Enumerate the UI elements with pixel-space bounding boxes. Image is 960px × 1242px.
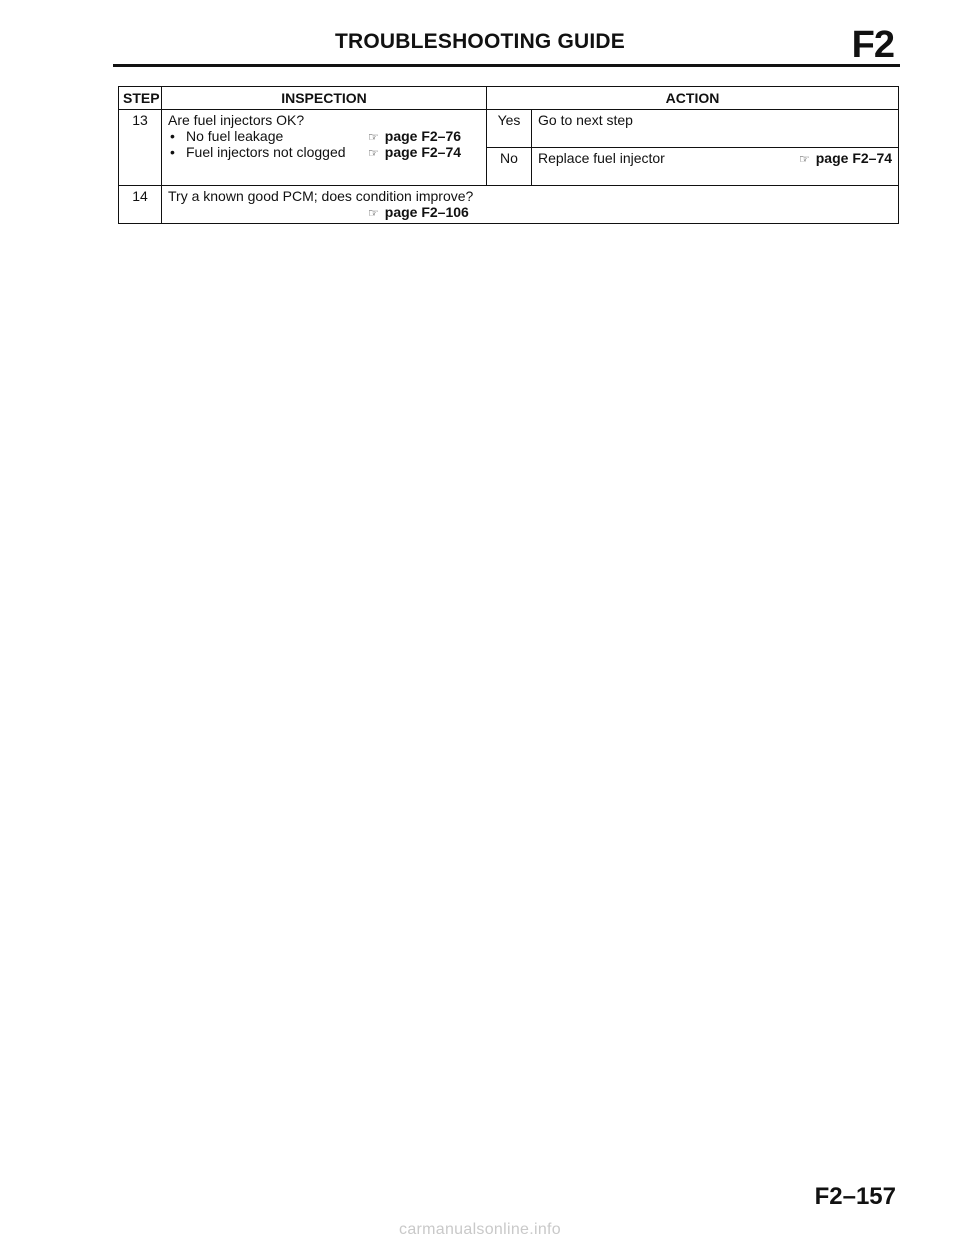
- answer-no: No: [487, 148, 532, 186]
- inspection-question: Are fuel injectors OK?: [168, 112, 305, 128]
- page-reference-text: page F2–74: [815, 150, 893, 166]
- bullet: •: [170, 144, 175, 160]
- step-number: 13: [119, 110, 162, 186]
- action-text: Replace fuel injector: [538, 150, 665, 166]
- inspection-cell: [162, 186, 899, 224]
- page-reference-text: page F2–74: [384, 144, 462, 160]
- table-row: [119, 110, 899, 148]
- header-action: ACTION: [487, 87, 899, 110]
- header-rule: [113, 64, 900, 67]
- header-inspection: INSPECTION: [162, 87, 487, 110]
- table-header-row: [119, 87, 899, 110]
- step-number: 14: [119, 186, 162, 224]
- pointing-hand-icon: ☞: [368, 130, 379, 144]
- page-title: TROUBLESHOOTING GUIDE: [334, 30, 626, 53]
- action-cell: Go to next step: [532, 110, 899, 148]
- page-reference: [368, 128, 461, 145]
- check-text: No fuel leakage: [186, 128, 284, 144]
- bullet: •: [170, 128, 175, 144]
- page-reference: [368, 144, 461, 161]
- page-reference: [168, 204, 892, 221]
- answer-yes: Yes: [487, 110, 532, 148]
- action-cell: [532, 148, 899, 186]
- page-reference-text: page F2–106: [384, 204, 469, 220]
- page-number: F2–157: [814, 1183, 896, 1210]
- pointing-hand-icon: ☞: [798, 152, 810, 166]
- check-item: [168, 128, 480, 144]
- section-code: F2: [851, 24, 894, 66]
- pointing-hand-icon: ☞: [368, 206, 379, 220]
- inspection-question: Try a known good PCM; does condition improve?: [168, 188, 474, 204]
- check-item: [168, 144, 480, 160]
- table-row: [119, 186, 899, 224]
- page-reference-text: page F2–76: [384, 128, 462, 144]
- header-step: STEP: [119, 87, 162, 110]
- inspection-cell: [162, 110, 487, 186]
- troubleshooting-table: [118, 86, 899, 224]
- watermark: carmanualsonline.info: [399, 1221, 561, 1238]
- check-text: Fuel injectors not clogged: [186, 144, 346, 160]
- page-reference: [799, 150, 892, 167]
- pointing-hand-icon: ☞: [368, 146, 379, 160]
